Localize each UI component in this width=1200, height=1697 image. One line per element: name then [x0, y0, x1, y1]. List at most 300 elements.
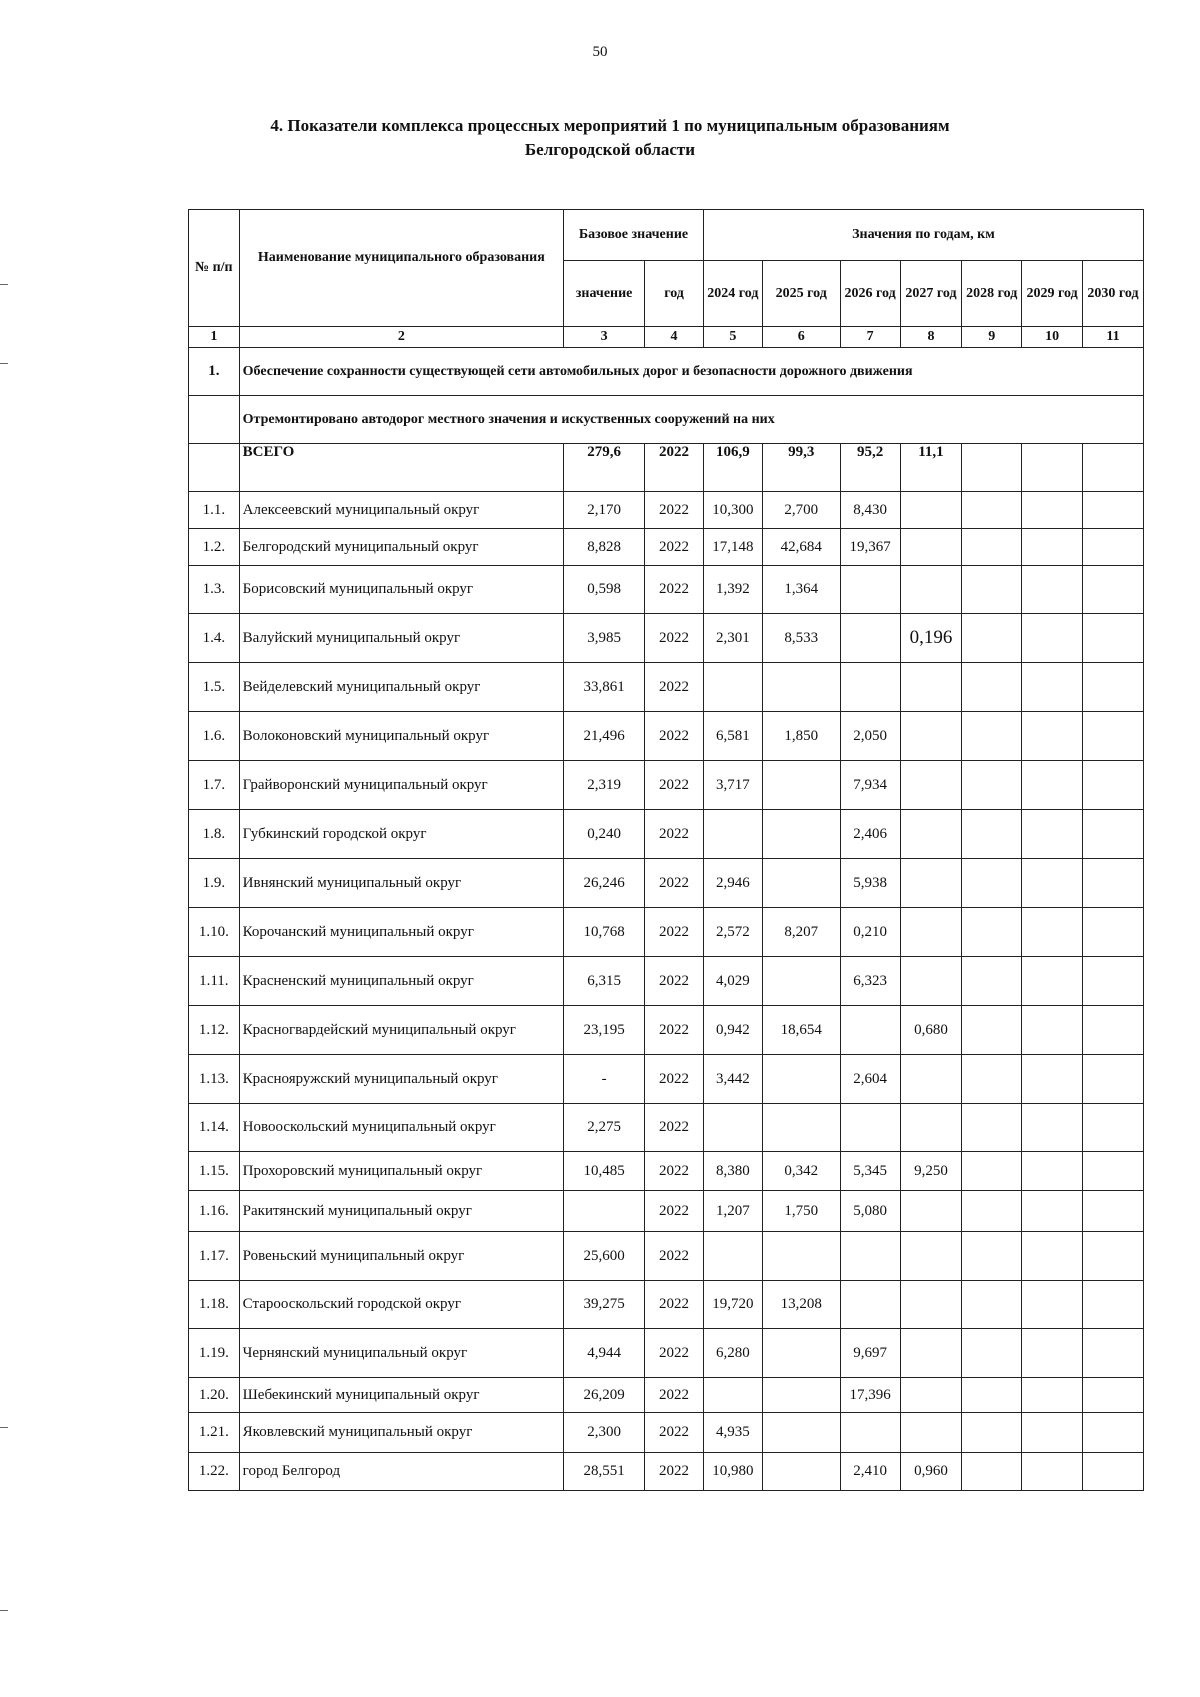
column-number: 11 [1082, 327, 1143, 348]
base-year: 2022 [645, 1152, 704, 1191]
base-year: 2022 [645, 712, 704, 761]
row-num: 1.5. [189, 663, 240, 712]
base-value: 4,944 [564, 1329, 645, 1378]
year-value: 10,980 [703, 1453, 762, 1491]
year-value [962, 1232, 1022, 1281]
year-value: 2,410 [840, 1453, 900, 1491]
municipality-name: Вейделевский муниципальный округ [239, 663, 563, 712]
section-title: Обеспечение сохранности существующей сети автомобильных дорог и безопасности дорожного движения [239, 348, 1143, 396]
base-year: 2022 [645, 1104, 704, 1152]
year-value: 0,942 [703, 1006, 762, 1055]
base-year: 2022 [645, 1378, 704, 1413]
margin-mark [0, 1610, 8, 1611]
year-value [1082, 712, 1143, 761]
year-value [840, 614, 900, 663]
year-value [1022, 1453, 1083, 1491]
year-value [1082, 614, 1143, 663]
indicators-table [188, 209, 1144, 1491]
year-value: 1,207 [703, 1191, 762, 1232]
year-value [900, 1329, 962, 1378]
column-number: 4 [645, 327, 704, 348]
municipality-name: Алексеевский муниципальный округ [239, 492, 563, 529]
year-value [1022, 957, 1083, 1006]
year-value: 5,345 [840, 1152, 900, 1191]
base-value: 8,828 [564, 529, 645, 566]
header-name: Наименование муниципального образования [239, 210, 563, 327]
table-row [189, 663, 1144, 712]
year-value [962, 712, 1022, 761]
base-year: 2022 [645, 1281, 704, 1329]
year-value: 9,250 [900, 1152, 962, 1191]
year-value: 2,946 [703, 859, 762, 908]
table-row [189, 1329, 1144, 1378]
year-value: 4,935 [703, 1413, 762, 1453]
row-num: 1.20. [189, 1378, 240, 1413]
table-row [189, 810, 1144, 859]
year-value [962, 1281, 1022, 1329]
section-row [189, 348, 1144, 396]
row-num: 1.22. [189, 1453, 240, 1491]
year-value: 2,406 [840, 810, 900, 859]
municipality-name: Чернянский муниципальный округ [239, 1329, 563, 1378]
total-value: 11,1 [900, 444, 962, 492]
municipality-name: город Белгород [239, 1453, 563, 1491]
year-value [962, 529, 1022, 566]
municipality-name: Ивнянский муниципальный округ [239, 859, 563, 908]
year-value [962, 566, 1022, 614]
year-value [962, 957, 1022, 1006]
year-value [762, 1453, 840, 1491]
year-value [1022, 566, 1083, 614]
total-label: ВСЕГО [239, 444, 563, 492]
year-value [900, 1055, 962, 1104]
year-value [900, 859, 962, 908]
table-row [189, 957, 1144, 1006]
row-num: 1.3. [189, 566, 240, 614]
table-row [189, 908, 1144, 957]
row-num: 1.21. [189, 1413, 240, 1453]
table-body [189, 327, 1144, 1491]
year-value [1082, 761, 1143, 810]
year-value [900, 761, 962, 810]
year-value: 17,148 [703, 529, 762, 566]
header-base-year: год [645, 261, 704, 327]
year-value: 5,080 [840, 1191, 900, 1232]
base-value: 23,195 [564, 1006, 645, 1055]
column-number: 3 [564, 327, 645, 348]
municipality-name: Новооскольский муниципальный округ [239, 1104, 563, 1152]
year-value [962, 1378, 1022, 1413]
row-num: 1.10. [189, 908, 240, 957]
year-value [1022, 761, 1083, 810]
base-year: 2022 [645, 1453, 704, 1491]
base-year: 2022 [645, 614, 704, 663]
row-num: 1.19. [189, 1329, 240, 1378]
year-value [962, 614, 1022, 663]
total-row [189, 444, 1144, 492]
subsection-row [189, 396, 1144, 444]
column-number: 2 [239, 327, 563, 348]
year-value [762, 663, 840, 712]
year-value [900, 663, 962, 712]
year-value: 18,654 [762, 1006, 840, 1055]
year-value [1022, 1329, 1083, 1378]
year-value [1022, 1191, 1083, 1232]
year-value: 1,750 [762, 1191, 840, 1232]
base-value: 21,496 [564, 712, 645, 761]
margin-mark [0, 1427, 8, 1428]
total-value [962, 444, 1022, 492]
municipality-name: Красногвардейский муниципальный округ [239, 1006, 563, 1055]
year-value: 19,720 [703, 1281, 762, 1329]
year-value [900, 529, 962, 566]
year-value [1022, 1055, 1083, 1104]
base-year: 2022 [645, 908, 704, 957]
base-year: 2022 [645, 761, 704, 810]
municipality-name: Ровеньский муниципальный округ [239, 1232, 563, 1281]
year-value [1082, 810, 1143, 859]
row-num: 1.16. [189, 1191, 240, 1232]
year-value [1022, 810, 1083, 859]
column-number: 5 [703, 327, 762, 348]
year-value [840, 1232, 900, 1281]
year-value [840, 566, 900, 614]
table-header [189, 210, 1144, 327]
municipality-name: Яковлевский муниципальный округ [239, 1413, 563, 1453]
row-num: 1.1. [189, 492, 240, 529]
table-row [189, 1413, 1144, 1453]
total-value: 279,6 [564, 444, 645, 492]
title-line-1: 4. Показатели комплекса процессных мероприятий 1 по муниципальным образованиям [270, 116, 950, 135]
base-value: 2,170 [564, 492, 645, 529]
base-value: 33,861 [564, 663, 645, 712]
year-value [1022, 1378, 1083, 1413]
year-value: 2,050 [840, 712, 900, 761]
row-num: 1.11. [189, 957, 240, 1006]
column-number: 8 [900, 327, 962, 348]
municipality-name: Красненский муниципальный округ [239, 957, 563, 1006]
table-row [189, 1152, 1144, 1191]
base-value: 0,240 [564, 810, 645, 859]
year-value: 6,323 [840, 957, 900, 1006]
year-value [1082, 1006, 1143, 1055]
base-value: 26,246 [564, 859, 645, 908]
year-value [1022, 1413, 1083, 1453]
year-value [703, 663, 762, 712]
year-value [962, 1152, 1022, 1191]
base-year: 2022 [645, 492, 704, 529]
header-year: 2026 год [840, 261, 900, 327]
year-value: 0,210 [840, 908, 900, 957]
base-year: 2022 [645, 529, 704, 566]
year-value: 0,342 [762, 1152, 840, 1191]
year-value [1022, 1152, 1083, 1191]
year-value: 9,697 [840, 1329, 900, 1378]
base-value: - [564, 1055, 645, 1104]
year-value [1082, 1232, 1143, 1281]
table-row [189, 1055, 1144, 1104]
year-value [1022, 614, 1083, 663]
base-value: 2,300 [564, 1413, 645, 1453]
year-value [900, 566, 962, 614]
year-value: 10,300 [703, 492, 762, 529]
base-year: 2022 [645, 810, 704, 859]
year-value: 13,208 [762, 1281, 840, 1329]
table-row [189, 529, 1144, 566]
base-value: 3,985 [564, 614, 645, 663]
table-row [189, 859, 1144, 908]
year-value: 19,367 [840, 529, 900, 566]
year-value [840, 663, 900, 712]
header-base: Базовое значение [564, 210, 704, 261]
year-value [900, 1191, 962, 1232]
base-year: 2022 [645, 1191, 704, 1232]
column-number: 10 [1022, 327, 1083, 348]
year-value [1082, 529, 1143, 566]
table-row [189, 614, 1144, 663]
year-value [900, 810, 962, 859]
year-value [762, 1232, 840, 1281]
column-number: 6 [762, 327, 840, 348]
municipality-name: Краснояружский муниципальный округ [239, 1055, 563, 1104]
year-value [900, 1281, 962, 1329]
municipality-name: Корочанский муниципальный округ [239, 908, 563, 957]
year-value [900, 1413, 962, 1453]
year-value [900, 1378, 962, 1413]
municipality-name: Старооскольский городской округ [239, 1281, 563, 1329]
total-value: 95,2 [840, 444, 900, 492]
year-value [1022, 712, 1083, 761]
year-value: 8,380 [703, 1152, 762, 1191]
year-value [1022, 1104, 1083, 1152]
year-value: 0,196 [900, 614, 962, 663]
year-value: 17,396 [840, 1378, 900, 1413]
title-line-2: Белгородской области [524, 140, 696, 159]
base-value: 39,275 [564, 1281, 645, 1329]
year-value [900, 1232, 962, 1281]
year-value: 6,280 [703, 1329, 762, 1378]
municipality-name: Губкинский городской округ [239, 810, 563, 859]
year-value [1082, 1329, 1143, 1378]
year-value [900, 492, 962, 529]
year-value: 8,533 [762, 614, 840, 663]
municipality-name: Волоконовский муниципальный округ [239, 712, 563, 761]
municipality-name: Ракитянский муниципальный округ [239, 1191, 563, 1232]
municipality-name: Белгородский муниципальный округ [239, 529, 563, 566]
year-value [1082, 859, 1143, 908]
header-values-by-year: Значения по годам, км [703, 210, 1143, 261]
header-year: 2027 год [900, 261, 962, 327]
year-value [1082, 1104, 1143, 1152]
year-value [703, 810, 762, 859]
year-value [1082, 1281, 1143, 1329]
year-value [762, 761, 840, 810]
municipality-name: Валуйский муниципальный округ [239, 614, 563, 663]
year-value [840, 1281, 900, 1329]
base-value: 2,319 [564, 761, 645, 810]
row-num: 1.15. [189, 1152, 240, 1191]
page-number: 50 [592, 44, 608, 60]
year-value [1022, 492, 1083, 529]
year-value: 3,717 [703, 761, 762, 810]
table-row [189, 761, 1144, 810]
header-year: 2024 год [703, 261, 762, 327]
year-value [762, 1329, 840, 1378]
year-value [962, 1413, 1022, 1453]
year-value [840, 1413, 900, 1453]
table-row [189, 1232, 1144, 1281]
year-value: 4,029 [703, 957, 762, 1006]
column-number-row [189, 327, 1144, 348]
row-num: 1.13. [189, 1055, 240, 1104]
row-num: 1.6. [189, 712, 240, 761]
row-num: 1.7. [189, 761, 240, 810]
year-value [962, 1055, 1022, 1104]
year-value [840, 1006, 900, 1055]
year-value [840, 1104, 900, 1152]
column-number: 9 [962, 327, 1022, 348]
year-value: 8,430 [840, 492, 900, 529]
document-title [160, 114, 1060, 162]
year-value [1082, 1152, 1143, 1191]
municipality-name: Грайворонский муниципальный округ [239, 761, 563, 810]
margin-mark [0, 363, 8, 364]
table-row [189, 566, 1144, 614]
base-year: 2022 [645, 1413, 704, 1453]
year-value: 1,850 [762, 712, 840, 761]
base-value [564, 1191, 645, 1232]
base-year: 2022 [645, 859, 704, 908]
year-value [962, 663, 1022, 712]
year-value: 7,934 [840, 761, 900, 810]
year-value [1082, 1191, 1143, 1232]
margin-mark [0, 284, 8, 285]
header-year: 2025 год [762, 261, 840, 327]
table-row [189, 1104, 1144, 1152]
base-year: 2022 [645, 957, 704, 1006]
year-value [762, 810, 840, 859]
row-num: 1.2. [189, 529, 240, 566]
base-value: 0,598 [564, 566, 645, 614]
total-value: 99,3 [762, 444, 840, 492]
base-value: 2,275 [564, 1104, 645, 1152]
year-value: 5,938 [840, 859, 900, 908]
base-year: 2022 [645, 663, 704, 712]
table-row [189, 1281, 1144, 1329]
year-value [1082, 492, 1143, 529]
year-value [1082, 1378, 1143, 1413]
year-value [1022, 529, 1083, 566]
base-value: 28,551 [564, 1453, 645, 1491]
section-num: 1. [189, 348, 240, 396]
year-value: 42,684 [762, 529, 840, 566]
year-value [962, 859, 1022, 908]
year-value [762, 859, 840, 908]
year-value [900, 712, 962, 761]
base-value: 25,600 [564, 1232, 645, 1281]
year-value [962, 492, 1022, 529]
table-row [189, 492, 1144, 529]
header-num: № п/п [189, 210, 240, 327]
base-year: 2022 [645, 1329, 704, 1378]
total-value [1082, 444, 1143, 492]
year-value: 6,581 [703, 712, 762, 761]
year-value [762, 1378, 840, 1413]
total-value: 106,9 [703, 444, 762, 492]
year-value: 8,207 [762, 908, 840, 957]
year-value [1022, 1281, 1083, 1329]
year-value [703, 1378, 762, 1413]
year-value [703, 1104, 762, 1152]
table-row [189, 1006, 1144, 1055]
year-value [900, 1104, 962, 1152]
base-value: 6,315 [564, 957, 645, 1006]
table-row [189, 712, 1144, 761]
row-num: 1.4. [189, 614, 240, 663]
year-value: 0,960 [900, 1453, 962, 1491]
year-value [762, 1104, 840, 1152]
table-row [189, 1191, 1144, 1232]
base-year: 2022 [645, 1232, 704, 1281]
row-num: 1.9. [189, 859, 240, 908]
table-row [189, 1378, 1144, 1413]
base-year: 2022 [645, 566, 704, 614]
year-value [1082, 566, 1143, 614]
municipality-name: Прохоровский муниципальный округ [239, 1152, 563, 1191]
year-value [1022, 859, 1083, 908]
year-value [962, 1329, 1022, 1378]
header-base-value: значение [564, 261, 645, 327]
year-value [1022, 663, 1083, 712]
year-value [762, 1055, 840, 1104]
year-value [1082, 1453, 1143, 1491]
empty-cell [189, 444, 240, 492]
year-value [762, 1413, 840, 1453]
base-value: 26,209 [564, 1378, 645, 1413]
column-number: 1 [189, 327, 240, 348]
empty-cell [189, 396, 240, 444]
year-value [1082, 1413, 1143, 1453]
year-value [962, 908, 1022, 957]
year-value: 3,442 [703, 1055, 762, 1104]
total-value [1022, 444, 1083, 492]
year-value: 1,392 [703, 566, 762, 614]
municipality-name: Шебекинский муниципальный округ [239, 1378, 563, 1413]
year-value [962, 810, 1022, 859]
year-value [762, 957, 840, 1006]
year-value [1022, 908, 1083, 957]
year-value: 2,301 [703, 614, 762, 663]
year-value [1082, 908, 1143, 957]
year-value [1082, 663, 1143, 712]
year-value [1022, 1006, 1083, 1055]
year-value [962, 1104, 1022, 1152]
row-num: 1.12. [189, 1006, 240, 1055]
row-num: 1.18. [189, 1281, 240, 1329]
row-num: 1.8. [189, 810, 240, 859]
year-value [1082, 957, 1143, 1006]
subsection-title: Отремонтировано автодорог местного значения и искуственных сооружений на них [239, 396, 1143, 444]
year-value [900, 908, 962, 957]
year-value [1022, 1232, 1083, 1281]
year-value [962, 1453, 1022, 1491]
year-value: 2,700 [762, 492, 840, 529]
year-value: 2,604 [840, 1055, 900, 1104]
year-value [962, 761, 1022, 810]
header-year: 2030 год [1082, 261, 1143, 327]
year-value [703, 1232, 762, 1281]
year-value [962, 1006, 1022, 1055]
